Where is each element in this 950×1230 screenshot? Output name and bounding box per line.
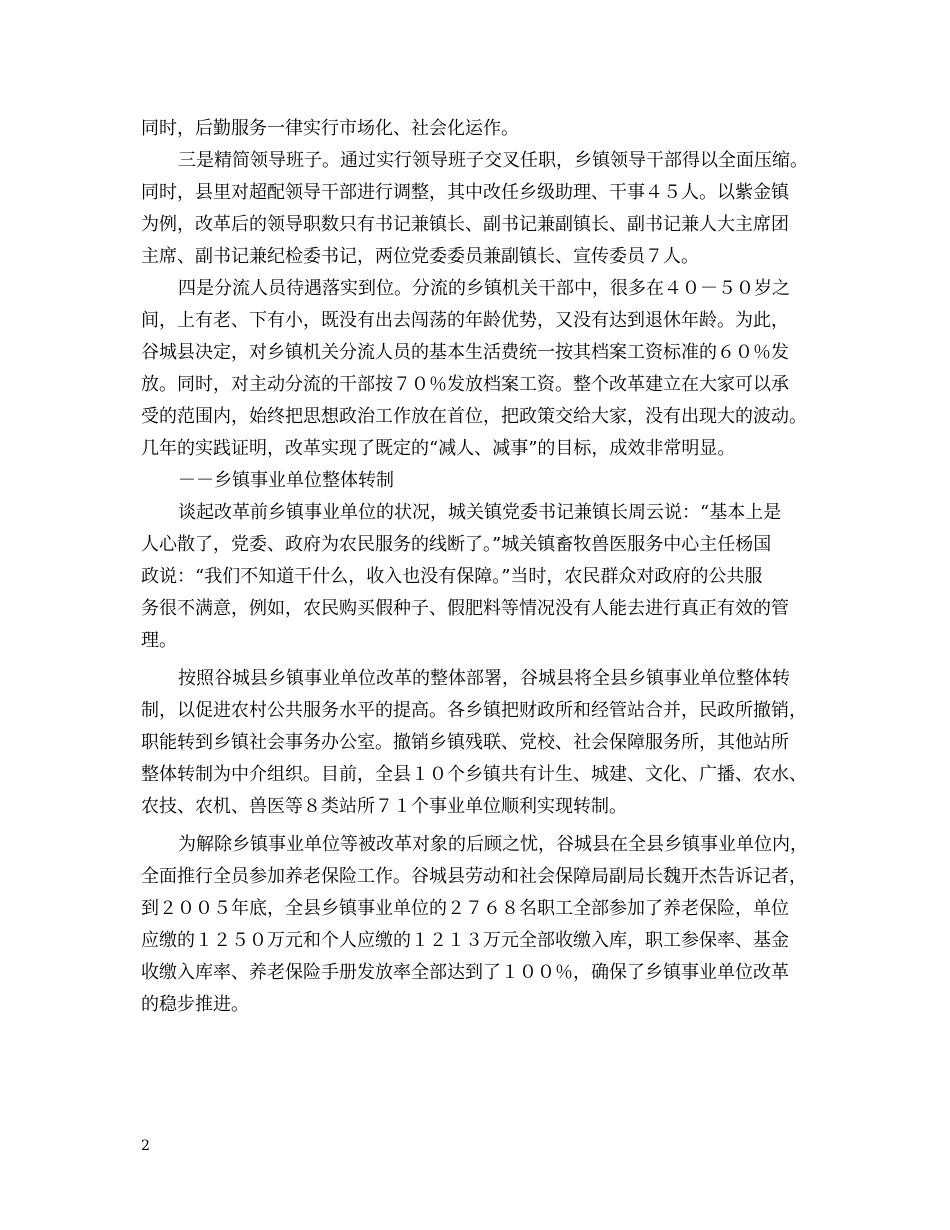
text-line: 收缴入库率、养老保险手册发放率全部达到了１００％，确保了乡镇事业单位改革 — [141, 962, 789, 983]
text-line: 谈起改革前乡镇事业单位的状况，城关镇党委书记兼镇长周云说：“基本上是 — [178, 502, 782, 523]
text-line: 几年的实践证明，改革实现了既定的“减人、减事”的目标，成效非常明显。 — [141, 438, 736, 459]
text-line: 政说：“我们不知道干什么，收入也没有保障。”当时，农民群众对政府的公共服 — [141, 566, 763, 587]
section-heading: －－乡镇事业单位整体转制 — [178, 470, 394, 491]
text-line: 到２００５年底，全县乡镇事业单位的２７６８名职工全部参加了养老保险，单位 — [141, 898, 789, 919]
text-line: 为解除乡镇事业单位等被改革对象的后顾之忧，谷城县在全县乡镇事业单位内， — [178, 834, 808, 855]
text-line: 职能转到乡镇社会事务办公室。撤销乡镇残联、党校、社会保障服务所，其他站所 — [141, 732, 789, 753]
text-line: 谷城县决定，对乡镇机关分流人员的基本生活费统一按其档案工资标准的６０％发 — [141, 342, 789, 363]
text-line: 的稳步推进。 — [141, 994, 249, 1015]
text-line: 按照谷城县乡镇事业单位改革的整体部署，谷城县将全县乡镇事业单位整体转 — [178, 668, 790, 689]
text-line: 放。同时，对主动分流的干部按７０％发放档案工资。整个改革建立在大家可以承 — [141, 374, 789, 395]
text-line: 理。 — [141, 630, 177, 651]
text-line: 同时，后勤服务一律实行市场化、社会化运作。 — [141, 118, 519, 139]
text-line: 应缴的１２５０万元和个人应缴的１２１３万元全部收缴入库，职工参保率、基金 — [141, 930, 789, 951]
document-body — [141, 113, 821, 1021]
text-line: 同时，县里对超配领导干部进行调整，其中改任乡级助理、干事４５人。以紫金镇 — [141, 182, 789, 203]
text-line: 人心散了，党委、政府为农民服务的线断了。”城关镇畜牧兽医服务中心主任杨国 — [141, 534, 772, 555]
text-line: 制，以促进农村公共服务水平的提高。各乡镇把财政所和经管站合并，民政所撤销， — [141, 700, 807, 721]
text-line: 四是分流人员待遇落实到位。分流的乡镇机关干部中，很多在４０－５０岁之 — [178, 278, 790, 299]
text-line: 全面推行全员参加养老保险工作。谷城县劳动和社会保障局副局长魏开杰告诉记者， — [141, 866, 807, 887]
text-line: 间，上有老、下有小，既没有出去闯荡的年龄优势，又没有达到退休年龄。为此， — [141, 310, 789, 331]
text-line: 为例，改革后的领导职数只有书记兼镇长、副书记兼副镇长、副书记兼人大主席团 — [141, 214, 789, 235]
text-line: 务很不满意，例如，农民购买假种子、假肥料等情况没有人能去进行真正有效的管 — [141, 598, 789, 619]
text-line: 农技、农机、兽医等８类站所７１个事业单位顺利实现转制。 — [141, 796, 627, 817]
text-line: 主席、副书记兼纪检委书记，两位党委委员兼副镇长、宣传委员７人。 — [141, 246, 699, 267]
text-line: 三是精简领导班子。通过实行领导班子交叉任职，乡镇领导干部得以全面压缩。 — [178, 150, 808, 171]
text-line: 整体转制为中介组织。目前，全县１０个乡镇共有计生、城建、文化、广播、农水、 — [141, 764, 807, 785]
text-line: 受的范围内，始终把思想政治工作放在首位，把政策交给大家，没有出现大的波动。 — [141, 406, 807, 427]
page-number: 2 — [141, 1138, 150, 1154]
